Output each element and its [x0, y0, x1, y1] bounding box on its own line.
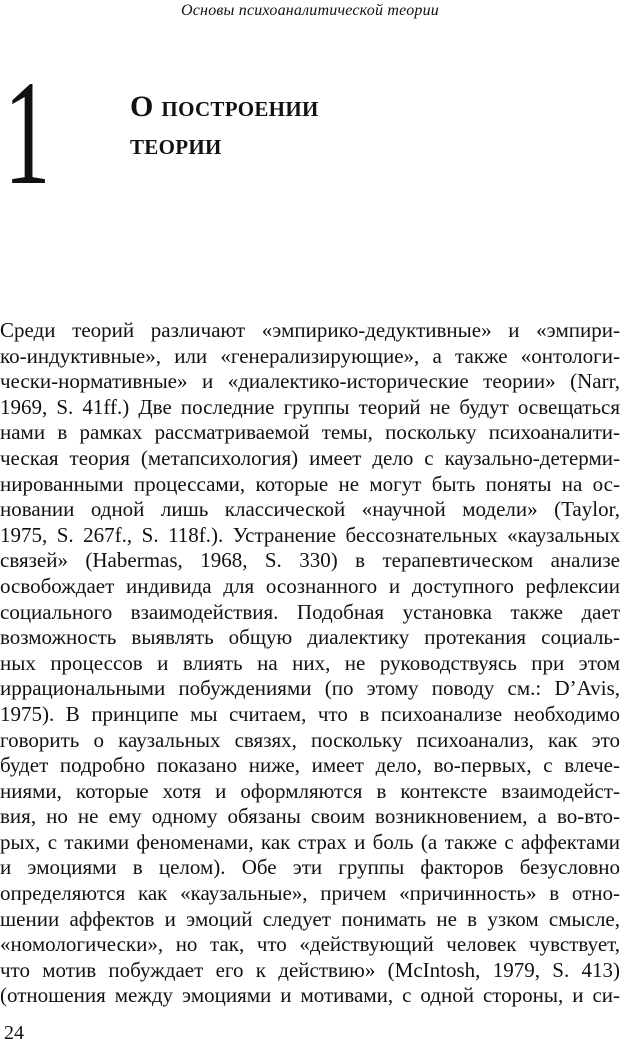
text-line: Среди теорий различают «эмпирико-дедуктивные» и «эмпири- — [0, 318, 620, 342]
text-line: определяются как «каузальные», причем «причинность» в отно- — [0, 881, 620, 906]
text-line: рых, с такими феноменами, как страх и боль (а также с аффектами — [0, 829, 620, 854]
text-line: освобождает индивида для осознанного и доступного рефлексии — [0, 573, 620, 598]
text-line: 1975, S. 267f., S. 118f.). Устранение бессознательных «каузальных — [0, 522, 620, 547]
text-line: нами в рамках рассматриваемой темы, поскольку психоаналити- — [0, 420, 620, 445]
text-line: социального взаимодействия. Подобная установка также дает — [0, 599, 620, 624]
chapter-title — [130, 88, 319, 164]
text-line: вия, но не ему одному обязаны своим возникновением, а во-вто- — [0, 804, 620, 829]
text-line: 1969, S. 41ff.) Две последние группы теорий не будут освещаться — [0, 394, 620, 419]
page-number: 24 — [4, 1022, 24, 1044]
text-line: говорить о каузальных связях, поскольку психоанализ, как это — [0, 727, 620, 752]
text-line: (отношения между эмоциями и мотивами, с одной стороны, и си- — [0, 983, 620, 1008]
text-line: возможность выявлять общую диалектику протекания социаль- — [0, 625, 620, 650]
text-line: ниями, которые хотя и оформляются в контексте взаимодейст- — [0, 778, 620, 803]
text-line: что мотив побуждает его к действию» (McIntosh, 1979, S. 413) — [0, 957, 620, 982]
text-line: нированными процессами, которые не могут быть поняты на ос- — [0, 471, 620, 496]
chapter-title-line-1: О построении — [130, 90, 319, 123]
text-line: связей» (Habermas, 1968, S. 330) в терапевтическом анализе — [0, 548, 620, 573]
chapter-title-line-2: теории — [130, 128, 222, 161]
text-line: шении аффектов и эмоций следует понимать не в узком смысле, — [0, 906, 620, 931]
text-line: 1975). В принципе мы считаем, что в психоанализе необходимо — [0, 701, 620, 726]
text-line: будет подробно показано ниже, имеет дело, во-первых, с влече- — [0, 753, 620, 778]
text-line: ко-индуктивные», или «генерализирующие», а также «онтологи- — [0, 343, 620, 368]
chapter-number: 1 — [4, 50, 51, 216]
text-line: иррациональными побуждениями (по этому поводу см.: D’Avis, — [0, 676, 620, 701]
text-line: и эмоциями в целом). Обе эти группы факторов безусловно — [0, 855, 620, 880]
text-line: ческая теория (метапсихология) имеет дело с каузально-детерми- — [0, 445, 620, 470]
running-header: Основы психоаналитической теории — [181, 2, 439, 19]
text-line: ных процессов и влиять на них, не руководствуясь при этом — [0, 650, 620, 675]
text-line: новании одной лишь классической «научной модели» (Taylor, — [0, 497, 620, 522]
body-text — [0, 318, 620, 1009]
text-line: «номологически», но так, что «действующий человек чувствует, — [0, 932, 620, 957]
text-line: чески-нормативные» и «диалектико-исторические теории» (Narr, — [0, 369, 620, 394]
